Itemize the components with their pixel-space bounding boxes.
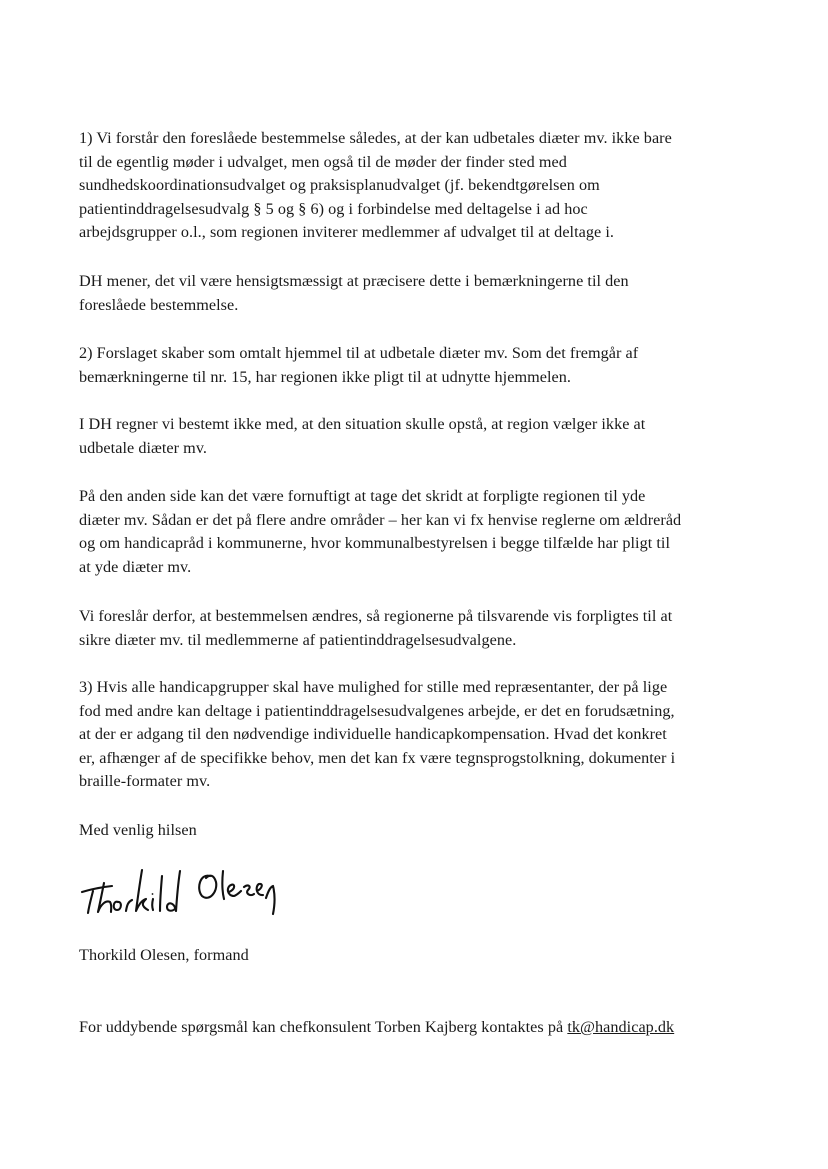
text-line: fod med andre kan deltage i patientinddragelsesudvalgenes arbejde, er det en forudsætning,	[79, 701, 675, 720]
text-line: til de egentlig møder i udvalget, men også til de møder der finder sted med	[79, 152, 567, 171]
text-line: 1) Vi forstår den foreslåede bestemmelse således, at der kan udbetales diæter mv. ikke bare	[79, 129, 672, 147]
text-line: at yde diæter mv.	[79, 557, 192, 576]
closing-salutation	[79, 819, 759, 843]
text-line: sundhedskoordinationsudvalget og praksisplanudvalget (jf. bekendtgørelsen om	[79, 176, 600, 195]
text-line: udbetale diæter mv.	[79, 438, 208, 457]
contact-line	[79, 1016, 759, 1040]
text-line: og om handicapråd i kommunerne, hvor kommunalbestyrelsen i begge tilfælde har pligt til	[79, 534, 671, 553]
paragraph-dh-opinion	[79, 270, 759, 317]
text-line: at der er adgang til den nødvendige individuelle handicapkompensation. Hvad det konkret	[79, 725, 667, 744]
contact-email-link[interactable]: tk@handicap.dk	[567, 1018, 675, 1036]
paragraph-proposal	[79, 605, 759, 652]
contact-line-wrap	[79, 1016, 759, 1040]
handwritten-signature	[76, 856, 286, 926]
paragraph-other-areas	[79, 485, 759, 579]
text-line: DH mener, det vil være hensigtsmæssigt at præcisere dette i bemærkningerne til den	[79, 272, 629, 290]
text-line: patientinddragelsesudvalg § 5 og § 6) og i forbindelse med deltagelse i ad hoc	[79, 199, 588, 218]
closing-text: Med venlig hilsen	[79, 821, 197, 839]
signer-text: Thorkild Olesen, formand	[79, 946, 249, 964]
paragraph-diaeter-scope	[79, 127, 759, 245]
text-line: diæter mv. Sådan er det på flere andre områder – her kan vi fx henvise reglerne om ældreråd	[79, 510, 682, 529]
paragraph-handicap-compensation	[79, 676, 759, 794]
text-line: er, afhænger af de specifikke behov, men det kan fx være tegnsprogstolkning, dokumenter i	[79, 748, 676, 767]
text-line: braille-formater mv.	[79, 772, 211, 791]
text-line: sikre diæter mv. til medlemmerne af patientinddragelsesudvalgene.	[79, 630, 517, 649]
text-line: På den anden side kan det være fornuftigt at tage det skridt at forpligte regionen til yde	[79, 487, 646, 505]
signer-name	[79, 944, 759, 968]
text-line: bemærkningerne til nr. 15, har regionen ikke pligt til at udnytte hjemmelen.	[79, 367, 572, 386]
paragraph-dh-expectation	[79, 413, 759, 460]
text-line: I DH regner vi bestemt ikke med, at den situation skulle opstå, at region vælger ikke at	[79, 415, 646, 433]
text-line: arbejdsgrupper o.l., som regionen inviterer medlemmer af udvalget til at deltage i.	[79, 223, 615, 242]
text-line: Vi foreslår derfor, at bestemmelsen ændres, så regionerne på tilsvarende vis forpligtes til at	[79, 607, 673, 625]
text-line: foreslåede bestemmelse.	[79, 295, 239, 314]
contact-text: For uddybende spørgsmål kan chefkonsulent Torben Kajberg kontaktes på	[79, 1018, 568, 1036]
paragraph-hjemmel	[79, 342, 759, 389]
text-line: 2) Forslaget skaber som omtalt hjemmel til at udbetale diæter mv. Som det fremgår af	[79, 344, 639, 362]
text-line: 3) Hvis alle handicapgrupper skal have mulighed for stille med repræsentanter, der på lige	[79, 678, 668, 696]
